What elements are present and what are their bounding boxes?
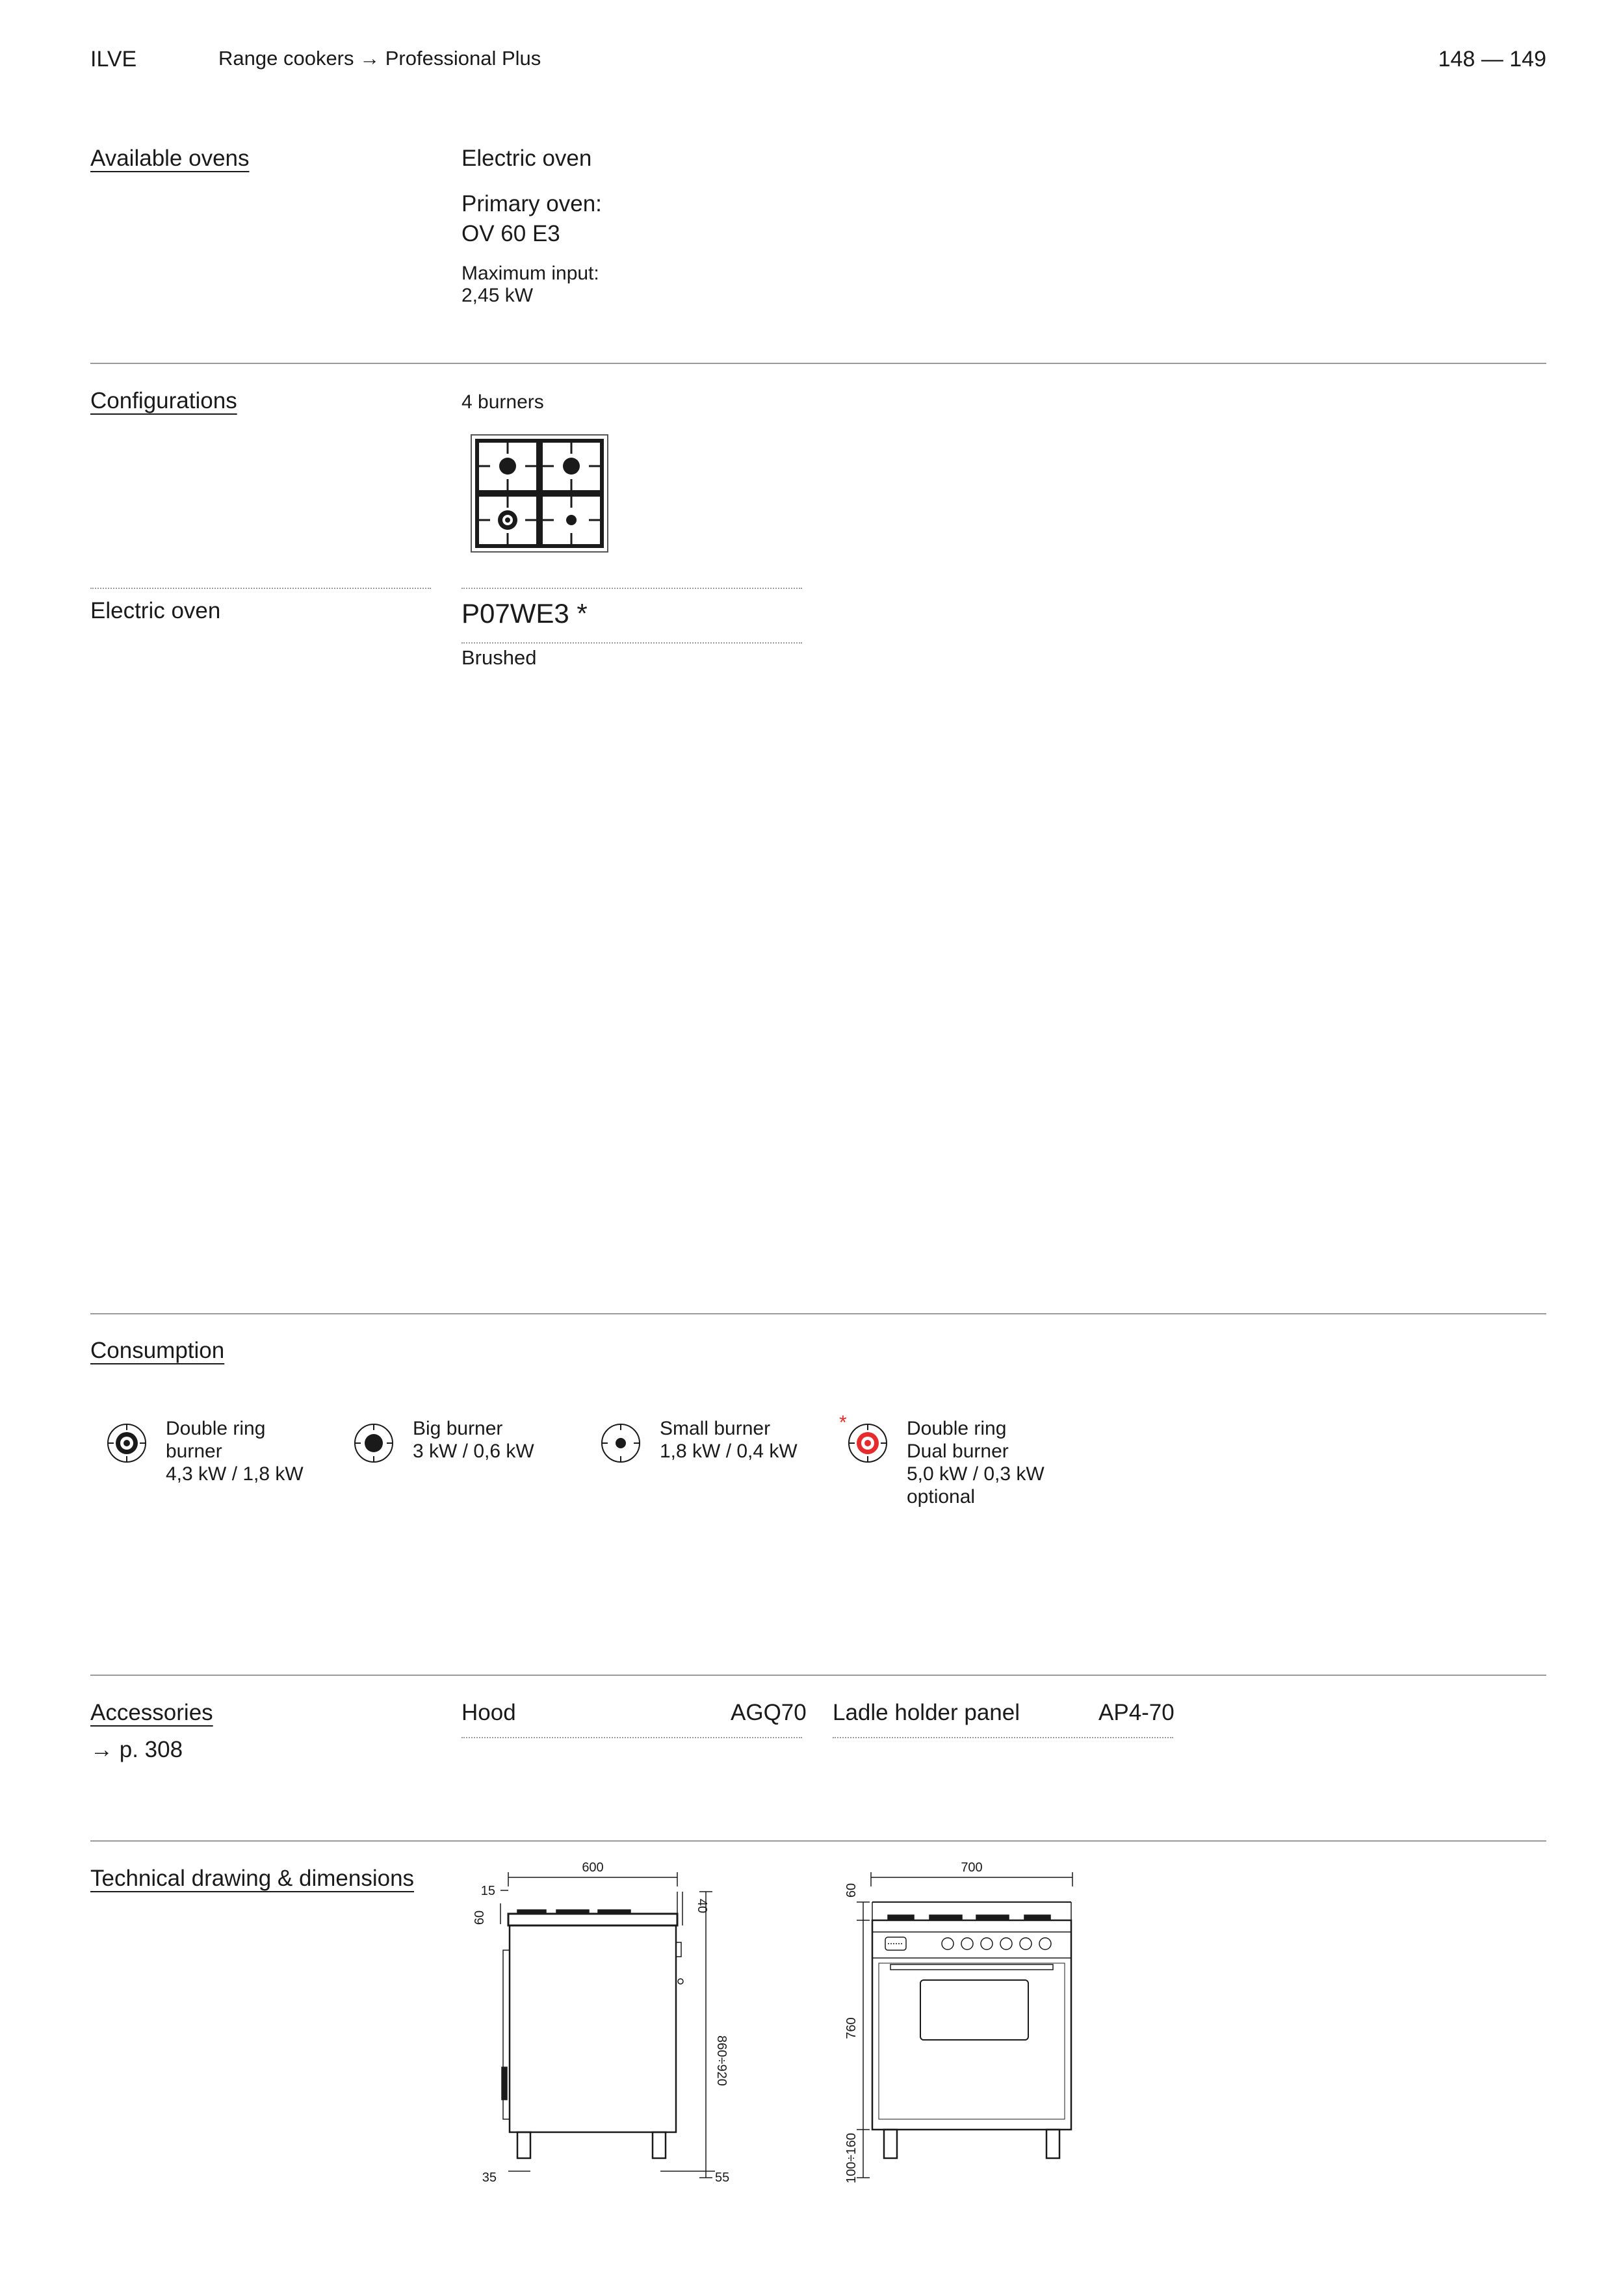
dim-front-body-height: 760 <box>844 2017 859 2039</box>
dotted-divider <box>461 588 802 589</box>
legend-item-dual-burner <box>831 1412 1091 1521</box>
brand-name: ILVE <box>90 47 137 72</box>
primary-oven-model: OV 60 E3 <box>461 221 560 246</box>
dim-back-height: 40 <box>695 1898 709 1914</box>
electric-oven-label: Electric oven <box>90 598 221 623</box>
section-divider <box>90 363 1546 364</box>
page-numbers: 148 — 149 <box>1438 47 1546 72</box>
section-divider <box>90 1840 1546 1842</box>
side-view-drawing <box>455 1853 754 2197</box>
burners-count-label: 4 burners <box>461 391 544 413</box>
accessory-code-hood[interactable]: AGQ70 <box>731 1700 807 1725</box>
finish-label: Brushed <box>461 646 537 669</box>
dim-foot-front: 35 <box>482 2171 497 2185</box>
legend-line: Double ring <box>166 1418 266 1439</box>
technical-drawing-title: Technical drawing & dimensions <box>90 1866 415 1891</box>
dim-top-offset: 15 <box>480 1884 495 1898</box>
dim-front-hob-height: 60 <box>844 1883 859 1898</box>
section-divider <box>90 1313 1546 1314</box>
dim-foot-back: 55 <box>715 2171 730 2185</box>
front-view-drawing <box>825 1853 1098 2197</box>
dim-width: 600 <box>582 1860 604 1875</box>
legend-line: 3 kW / 0,6 kW <box>413 1441 534 1462</box>
dotted-divider <box>833 1737 1173 1738</box>
accessories-title: Accessories <box>90 1700 213 1725</box>
dotted-divider <box>461 642 802 644</box>
available-ovens-title: Available ovens <box>90 146 250 171</box>
double-ring-burner-icon <box>106 1422 148 1464</box>
dotted-divider <box>90 588 431 589</box>
dim-hob-height: 60 <box>473 1910 487 1925</box>
consumption-title: Consumption <box>90 1338 225 1363</box>
legend-item-double-ring-burner <box>90 1417 324 1521</box>
optional-marker: * <box>839 1412 847 1433</box>
legend-item-small-burner <box>584 1417 818 1521</box>
accessory-code-ladle-panel[interactable]: AP4-70 <box>1098 1700 1175 1725</box>
primary-oven-label: Primary oven: <box>461 191 602 216</box>
accessory-name-ladle-panel: Ladle holder panel <box>833 1700 1020 1725</box>
four-burner-hob-diagram <box>471 434 608 553</box>
model-code[interactable]: P07WE3 * <box>461 598 588 629</box>
dual-burner-icon <box>847 1422 889 1464</box>
configurations-title: Configurations <box>90 388 237 413</box>
legend-line: optional <box>907 1486 976 1507</box>
accessory-name-hood: Hood <box>461 1700 516 1725</box>
legend-item-big-burner <box>337 1417 571 1521</box>
legend-line: 4,3 kW / 1,8 kW <box>166 1463 304 1485</box>
small-burner-icon <box>600 1422 642 1464</box>
legend-line: Dual burner <box>907 1441 1009 1462</box>
legend-line: 5,0 kW / 0,3 kW <box>907 1463 1045 1485</box>
big-burner-icon <box>353 1422 395 1464</box>
legend-line: Double ring <box>907 1418 1007 1439</box>
max-input-value: 2,45 kW <box>461 285 534 306</box>
accessories-page-ref[interactable]: → p. 308 <box>90 1737 183 1762</box>
legend-line: burner <box>166 1441 222 1462</box>
legend-line: 1,8 kW / 0,4 kW <box>660 1441 798 1462</box>
section-divider <box>90 1675 1546 1676</box>
dim-front-width: 700 <box>961 1860 983 1875</box>
oven-type: Electric oven <box>461 146 592 171</box>
legend-line: Small burner <box>660 1418 771 1439</box>
dim-total-height: 860÷920 <box>714 2035 729 2086</box>
breadcrumb[interactable]: Range cookers → Professional Plus <box>218 47 541 70</box>
max-input-label: Maximum input: <box>461 263 599 284</box>
dotted-divider <box>461 1737 802 1738</box>
legend-line: Big burner <box>413 1418 503 1439</box>
dim-front-feet-height: 100÷160 <box>844 2133 859 2184</box>
